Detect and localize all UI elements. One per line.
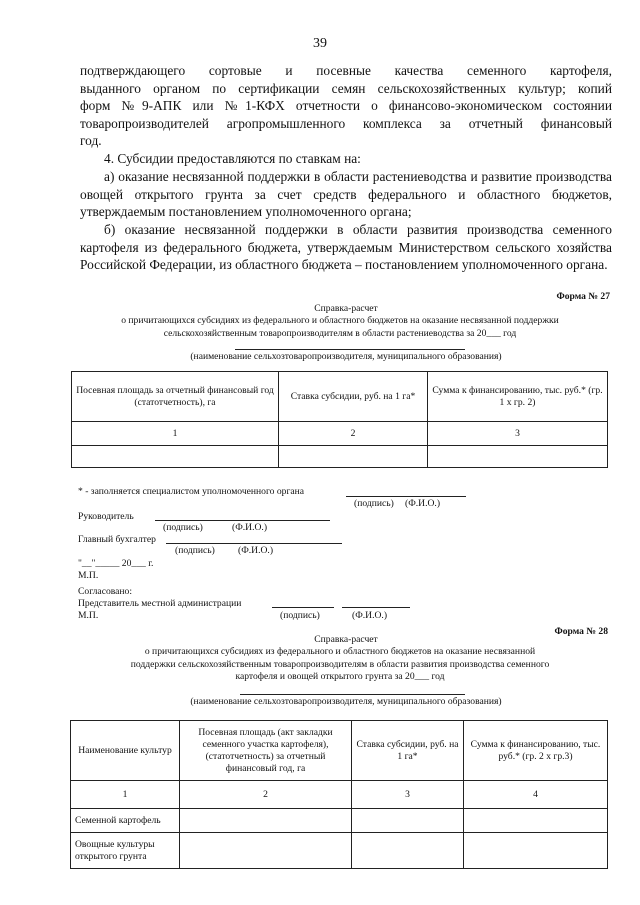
form-28-table xyxy=(70,720,608,869)
fio-caption: (Ф.И.О.) xyxy=(238,545,274,556)
form-27-input-cell[interactable] xyxy=(279,446,428,468)
form-27-number-cell: 3 xyxy=(428,422,608,446)
date-field: "__"_____ 20___ г. xyxy=(78,558,154,569)
paragraph-1 xyxy=(80,62,612,150)
fio-caption: (Ф.И.О.) xyxy=(405,498,441,509)
paragraph-4: б) оказание несвязанной поддержки в области развития производства семенного картофеля из федерального бюджета, утверждаемым Министерством сельского хозяйства Российской Федерации, из областного бюджета – постановлением уполномоченного органа. xyxy=(80,222,612,273)
form-27-subtitle xyxy=(60,315,620,340)
signature-line[interactable] xyxy=(346,496,466,497)
form-28-header-cell: Ставка субсидии, руб. на 1 га* xyxy=(352,721,464,781)
form-28-subtitle-line: поддержки сельскохозяйственным товаропроизводителям в области развития производства семенного xyxy=(130,658,550,670)
rep-signature-line[interactable] xyxy=(272,607,334,608)
form-28-subtitle-line: картофеля и овощей открытого грунта за 20___ год xyxy=(235,671,445,682)
form-28-number-cell: 1 xyxy=(71,781,180,809)
form-27-name-caption: (наименование сельхозтоваропроизводителя, муниципального образования) xyxy=(190,351,502,362)
paragraph-2: 4. Субсидии предоставляются по ставкам на: xyxy=(104,151,361,166)
form-28-input-cell[interactable] xyxy=(352,809,464,833)
form-27-input-cell[interactable] xyxy=(428,446,608,468)
form-28-number-cell: 3 xyxy=(352,781,464,809)
form-28-input-cell[interactable] xyxy=(180,809,352,833)
form-28-number-cell: 4 xyxy=(464,781,608,809)
form-28-header-cell: Посевная площадь (акт закладки семенного участка картофеля), (статотчетность) за отчетный финансовый год, га xyxy=(180,721,352,781)
paragraph-1-line: год. xyxy=(80,133,102,149)
form-28-row-label: Овощные культуры открытого грунта xyxy=(71,833,180,869)
paragraph-1-line: товаропроизводителей агропромышленного комплекса за отчетный финансовый xyxy=(80,115,612,131)
sign-caption: (подпись) xyxy=(163,522,203,533)
form-27-name-line[interactable] xyxy=(235,349,465,350)
paragraph-1-line: форм №9-АПК или №1-КФХ отчетности о финансово-экономическом состоянии xyxy=(80,98,612,114)
form-27-input-cell[interactable] xyxy=(72,446,279,468)
form-27-subtitle-line: о причитающихся субсидиях из федерального и областного бюджетов на оказание несвязанной поддержки xyxy=(121,315,559,326)
form-27-header-cell: Сумма к финансированию, тыс. руб.* (гр. 1 х гр. 2) xyxy=(428,372,608,422)
sign-caption: (подпись) xyxy=(280,610,320,621)
paragraph-3: а) оказание несвязанной поддержки в области растениеводства и развитие производства овощей открытого грунта за счет средств федерального и областного бюджетов, утверждаемым постановлением уполномоченного органа; xyxy=(80,169,612,220)
form-27-table xyxy=(71,371,608,468)
accountant-signature-line[interactable] xyxy=(166,543,342,544)
form-28-input-cell[interactable] xyxy=(180,833,352,869)
footnote: * - заполняется специалистом уполномоченного органа xyxy=(78,486,305,497)
mp-label-2: М.П. xyxy=(78,610,99,621)
paragraph-1-line: подтверждающего сортовые и посевные качества семенного картофеля, xyxy=(80,63,612,78)
form-28-input-cell[interactable] xyxy=(464,809,608,833)
form-28-header-cell: Наименование культур xyxy=(71,721,180,781)
fio-caption: (Ф.И.О.) xyxy=(232,522,268,533)
form-27-header-cell: Ставка субсидии, руб. на 1 га* xyxy=(279,372,428,422)
head-label: Руководитель xyxy=(78,511,134,522)
sign-caption: (подпись) xyxy=(175,545,215,556)
local-rep-label: Представитель местной администрации xyxy=(78,598,242,609)
form-28-label: Форма № 28 xyxy=(554,626,608,637)
form-27-header-cell: Посевная площадь за отчетный финансовый год (статотчетность), га xyxy=(72,372,279,422)
form-27-number-cell: 2 xyxy=(279,422,428,446)
head-signature-line[interactable] xyxy=(155,520,330,521)
form-28-name-caption: (наименование сельхозтоваропроизводителя, муниципального образования) xyxy=(190,696,502,707)
chief-accountant-label: Главный бухгалтер xyxy=(78,534,156,545)
form-28-number-cell: 2 xyxy=(180,781,352,809)
paragraph-1-line: выданного органом по сертификации семян сельскохозяйственных культур; копий xyxy=(80,80,612,96)
agreed-label: Согласовано: xyxy=(78,586,133,597)
form-28-header-cell: Сумма к финансированию, тыс. руб.* (гр. 2 х гр.3) xyxy=(464,721,608,781)
form-27-title: Справка-расчет xyxy=(314,303,378,314)
form-27-subtitle-line: сельскохозяйственным товаропроизводителям в области растениеводства за 20___ год xyxy=(163,327,517,339)
form-28-subtitle xyxy=(60,646,620,684)
page-number: 39 xyxy=(313,36,327,51)
sign-caption: (подпись) xyxy=(354,498,394,509)
form-27-label: Форма № 27 xyxy=(556,291,610,302)
mp-label: М.П. xyxy=(78,570,99,581)
form-27-number-cell: 1 xyxy=(72,422,279,446)
form-28-input-cell[interactable] xyxy=(464,833,608,869)
fio-caption: (Ф.И.О.) xyxy=(352,610,388,621)
form-28-title: Справка-расчет xyxy=(314,634,378,645)
form-28-name-line[interactable] xyxy=(240,694,465,695)
form-28-subtitle-line: о причитающихся субсидиях из федерального и областного бюджетов на оказание несвязанной xyxy=(144,646,536,657)
rep-fio-line[interactable] xyxy=(342,607,410,608)
form-28-input-cell[interactable] xyxy=(352,833,464,869)
form-28-row-label: Семенной картофель xyxy=(71,809,180,833)
